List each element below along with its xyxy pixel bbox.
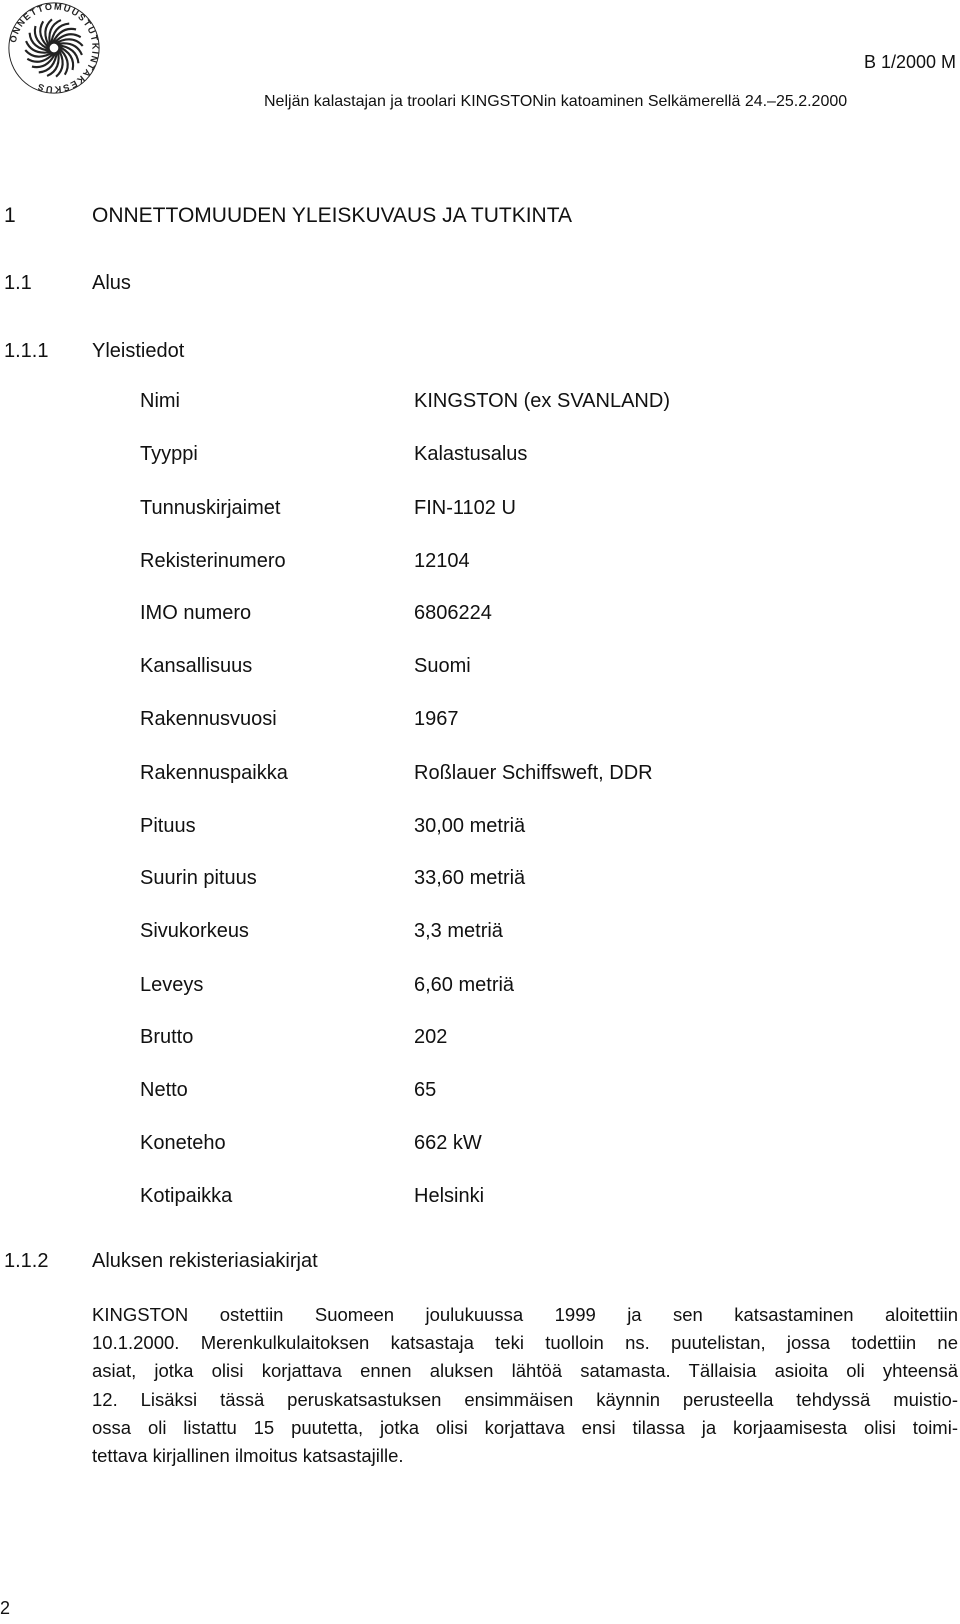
detail-value: 33,60 metriä (414, 867, 526, 889)
detail-value: 1967 (414, 708, 459, 730)
detail-value: Roßlauer Schiffsweft, DDR (414, 762, 653, 784)
detail-label: Rakennusvuosi (140, 708, 277, 730)
paragraph-line: 12. Lisäksi tässä peruskatsastuksen ensimmäisen käynnin perusteella tehdyssä muistio- (92, 1389, 958, 1410)
detail-label: Kotipaikka (140, 1185, 233, 1207)
section-1-1-number: 1.1 (4, 272, 32, 294)
section-1-1-1-number: 1.1.1 (4, 340, 49, 362)
detail-value: Helsinki (414, 1185, 485, 1207)
detail-label: Pituus (140, 815, 196, 837)
detail-label: Netto (140, 1079, 188, 1101)
detail-value: 202 (414, 1026, 448, 1048)
logo-text: ONNETTOMUUSTUTKINTAKESKUS (7, 1, 101, 95)
detail-label: Rekisterinumero (140, 550, 286, 572)
section-1-number: 1 (4, 204, 16, 227)
spiral-emblem-icon (25, 19, 82, 76)
page-number: 2 (0, 1598, 11, 1618)
section-1-1-1-title: Yleistiedot (92, 340, 185, 362)
detail-value: 65 (414, 1079, 437, 1101)
detail-label: Tunnuskirjaimet (140, 497, 281, 519)
detail-value: 30,00 metriä (414, 815, 526, 837)
detail-label: Sivukorkeus (140, 920, 249, 942)
detail-label: Brutto (140, 1026, 194, 1048)
detail-value: 12104 (414, 550, 470, 572)
detail-label: Tyyppi (140, 443, 198, 465)
section-1-title: ONNETTOMUUDEN YLEISKUVAUS JA TUTKINTA (92, 204, 572, 227)
detail-label: Suurin pituus (140, 867, 257, 889)
detail-value: KINGSTON (ex SVANLAND) (414, 390, 670, 412)
detail-label: Rakennuspaikka (140, 762, 288, 784)
paragraph-line: ossa oli listattu 15 puutetta, jotka olisi korjattava ensi tilassa ja korjaamisesta olisi toimi- (92, 1417, 958, 1438)
section-1-1-2-title: Aluksen rekisteriasiakirjat (92, 1250, 318, 1272)
detail-value: 3,3 metriä (414, 920, 503, 942)
section-1-1-2-number: 1.1.2 (4, 1250, 49, 1272)
detail-label: IMO numero (140, 602, 252, 624)
detail-label: Kansallisuus (140, 655, 253, 677)
paragraph-line: asiat, jotka olisi korjattava ennen aluksen lähtöä satamasta. Tällaisia asioita oli yhteensä (92, 1360, 958, 1381)
detail-label: Koneteho (140, 1132, 226, 1154)
spiral-center (49, 43, 59, 53)
paragraph-line: 10.1.2000. Merenkulkulaitoksen katsastaja teki tuolloin ns. puutelistan, jossa todettiin ne (92, 1332, 958, 1353)
detail-value: Kalastusalus (414, 443, 528, 465)
paragraph-line: KINGSTON ostettiin Suomeen joulukuussa 1999 ja sen katsastaminen aloitettiin (92, 1304, 958, 1325)
detail-label: Nimi (140, 390, 180, 412)
detail-value: 662 kW (414, 1132, 482, 1154)
report-title: Neljän kalastajan ja troolari KINGSTONin katoaminen Selkämerellä 24.–25.2.2000 (264, 93, 848, 110)
detail-label: Leveys (140, 974, 204, 996)
paragraph-line: tettava kirjallinen ilmoitus katsastajille. (92, 1445, 404, 1466)
accident-investigation-board-logo (6, 0, 102, 96)
detail-value: Suomi (414, 655, 471, 677)
section-1-1-title: Alus (92, 272, 131, 294)
detail-value: 6806224 (414, 602, 492, 624)
detail-value: FIN-1102 U (414, 497, 516, 519)
report-code: B 1/2000 M (863, 52, 956, 72)
detail-value: 6,60 metriä (414, 974, 515, 996)
